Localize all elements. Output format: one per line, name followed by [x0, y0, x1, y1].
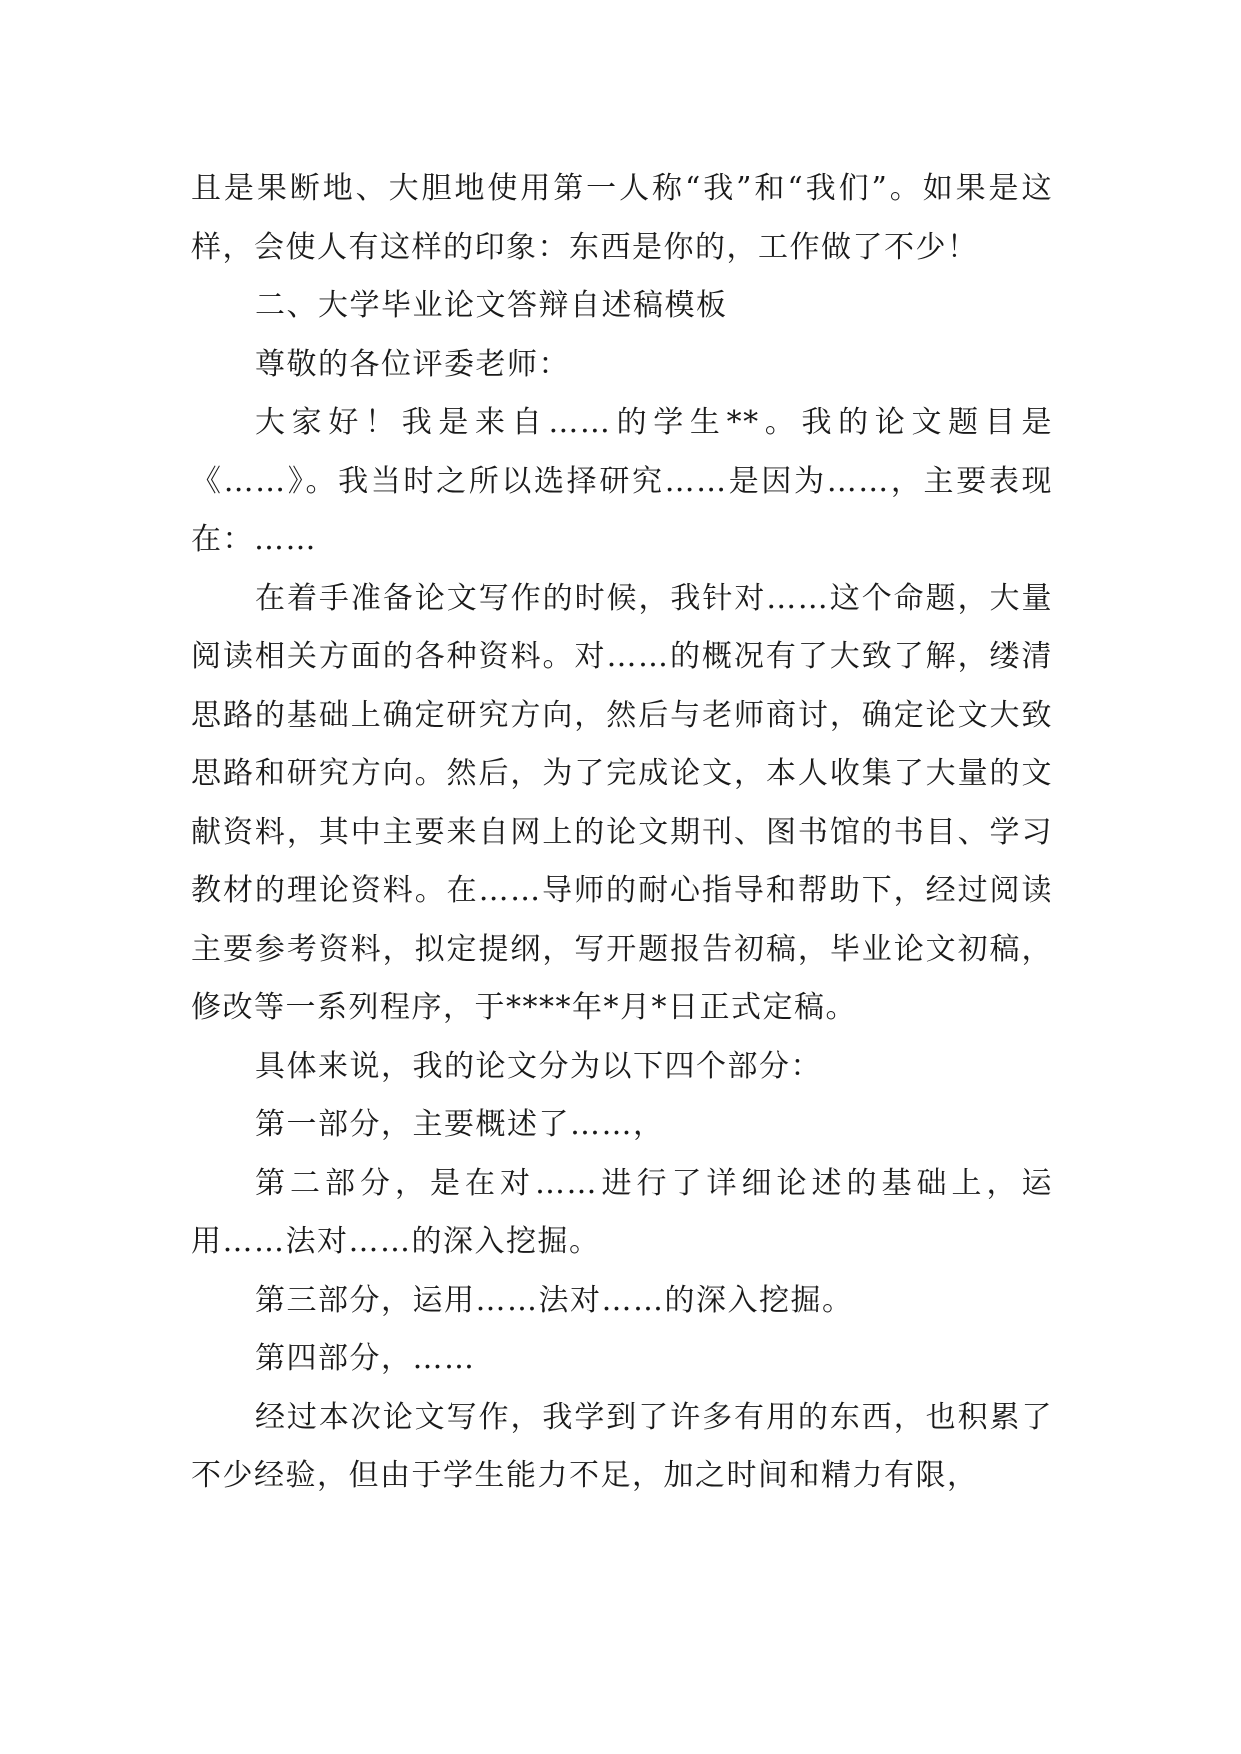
paragraph-part-three: 第三部分，运用……法对……的深入挖掘。: [255, 1282, 854, 1318]
paragraph-preparation: 在着手准备论文写作的时候，我针对……这个命题，大量阅读相关方面的各种资料。对……的概况有了大致了解，缕清思路的基础上确定研究方向，然后与老师商讨，确定论文大致思路和研究方向。然后，为了完成论文，本人收集了大量的文献资料，其中主要来自网上的论文期刊、图书馆的书目、学习教材的理论资料。在……导师的耐心指导和帮助下，经过阅读主要参考资料，拟定提纲，写开题报告初稿，毕业论文初稿，修改等一系列程序，于****年*月*日正式定稿。: [191, 580, 1053, 1025]
document-body: [191, 160, 1053, 1506]
paragraph-part-one: 第一部分，主要概述了……，: [255, 1107, 665, 1142]
paragraph-continuation: 且是果断地、大胆地使用第一人称“我”和“我们”。如果是这样，会使人有这样的印象：东西是你的，工作做了不少！: [191, 171, 1053, 265]
section-heading: 二、大学毕业论文答辩自述稿模板: [255, 288, 728, 323]
paragraph-greeting: 大家好！我是来自……的学生**。我的论文题目是《……》。我当时之所以选择研究……是因为……，主要表现在：……: [191, 405, 1053, 557]
paragraph-part-four: 第四部分，……: [255, 1341, 476, 1376]
salutation: 尊敬的各位评委老师：: [255, 346, 570, 382]
paragraph-part-two: 第二部分，是在对……进行了详细论述的基础上，运用……法对……的深入挖掘。: [191, 1165, 1053, 1259]
paragraph-structure-intro: 具体来说，我的论文分为以下四个部分：: [255, 1048, 822, 1084]
paragraph-conclusion: 经过本次论文写作，我学到了许多有用的东西，也积累了不少经验，但由于学生能力不足，加之时间和精力有限，: [191, 1399, 1053, 1493]
